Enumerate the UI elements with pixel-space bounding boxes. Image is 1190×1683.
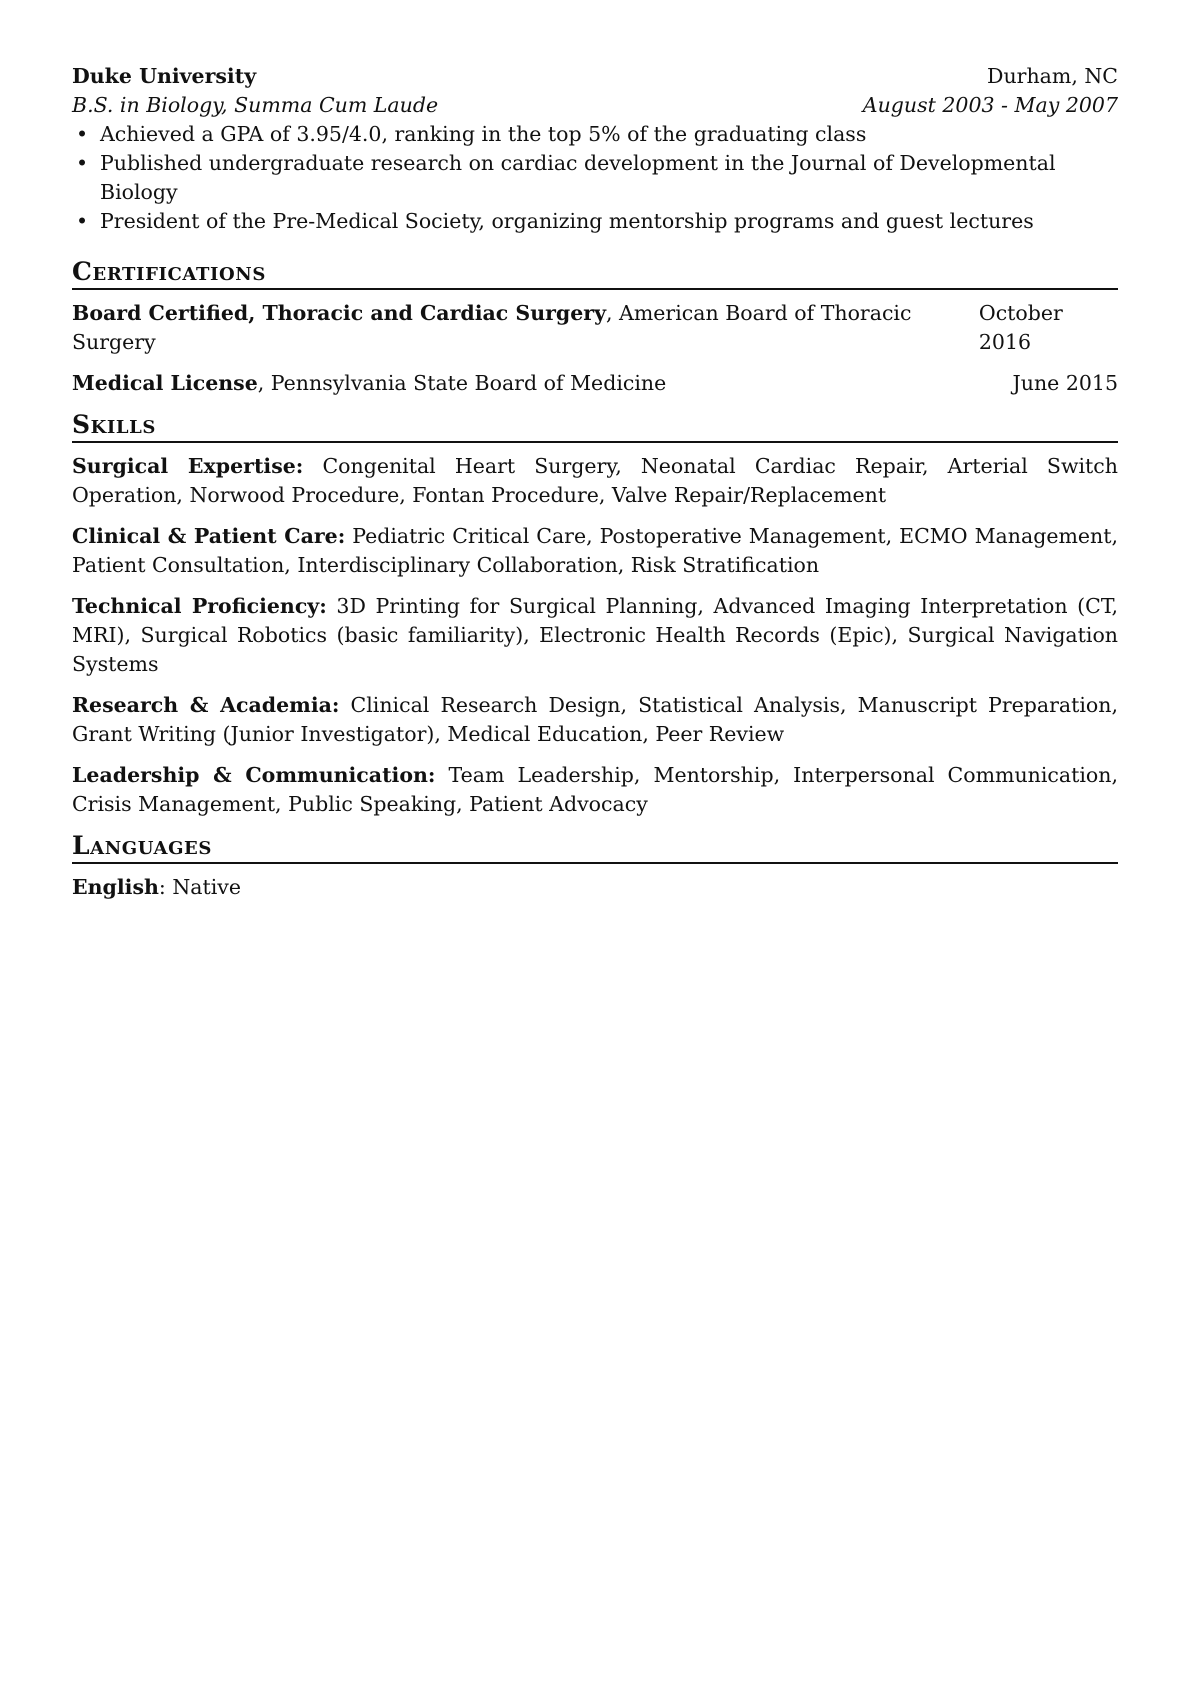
education-degree-row (72, 91, 1118, 120)
skill-text: 3D Printing for Surgical Planning, Advanced Imaging Interpretation (CT, MRI), Surgical Robotics (basic familiarity), Electronic Health Records (Epic), Surgical Navigation Systems (72, 594, 1119, 676)
bullet-item: • President of the Pre-Medical Society, organizing mentorship programs and guest lectures (72, 207, 1118, 236)
certification-name: Board Certified, Thoracic and Cardiac Surgery (72, 301, 607, 325)
certifications-section (72, 257, 1118, 398)
skill-item (72, 452, 1118, 510)
school-location: Durham, NC (987, 64, 1118, 88)
bullet-item: • Published undergraduate research on cardiac development in the Journal of Developmental Biology (72, 149, 1118, 207)
skill-label: Leadership & Communication: (72, 763, 436, 787)
skill-text: Clinical Research Design, Statistical Analysis, Manuscript Preparation, Grant Writing (Junior Investigator), Medical Education, Peer Review (72, 693, 1118, 746)
certification-issuer: , Pennsylvania State Board of Medicine (257, 371, 667, 395)
languages-section (72, 831, 1118, 902)
skill-label: Surgical Expertise: (72, 454, 304, 478)
skill-text: Team Leadership, Mentorship, Interpersonal Communication, Crisis Management, Public Speaking, Patient Advocacy (72, 763, 1118, 816)
education-dates: August 2003 - May 2007 (862, 93, 1118, 117)
education-bullets (72, 120, 1118, 236)
school-name: Duke University (72, 64, 257, 88)
bullet-item: • Achieved a GPA of 3.95/4.0, ranking in the top 5% of the graduating class (72, 120, 1118, 149)
degree: B.S. in Biology, Summa Cum Laude (72, 93, 439, 117)
skill-item (72, 761, 1118, 819)
education-entry (72, 62, 1118, 236)
certification-text (72, 369, 666, 398)
section-title-languages: Languages (72, 831, 1118, 864)
certification-issuer: , American Board of Thoracic Surgery (72, 301, 912, 354)
resume-page (72, 62, 1118, 902)
section-title-skills: Skills (72, 410, 1118, 443)
certification-text (72, 299, 979, 357)
skill-item (72, 691, 1118, 749)
language-level: : Native (158, 875, 241, 899)
education-header-row (72, 62, 1118, 91)
certification-name: Medical License (72, 371, 258, 395)
skill-item (72, 592, 1118, 679)
skill-label: Clinical & Patient Care: (72, 524, 346, 548)
skill-label: Technical Proficiency: (72, 594, 327, 618)
certification-item (72, 369, 1118, 398)
language-name: English (72, 875, 159, 899)
skills-section (72, 410, 1118, 819)
language-item (72, 873, 1118, 902)
certification-date: October 2016 (978, 301, 1063, 354)
skill-label: Research & Academia: (72, 693, 340, 717)
skill-text: Pediatric Critical Care, Postoperative Management, ECMO Management, Patient Consultation, Interdisciplinary Collaboration, Risk Stratification (72, 524, 1118, 577)
section-title-certifications: Certifications (72, 257, 1118, 290)
skill-text: Congenital Heart Surgery, Neonatal Cardiac Repair, Arterial Switch Operation, Norwood Procedure, Fontan Procedure, Valve Repair/Replacement (72, 454, 1118, 507)
skill-item (72, 522, 1118, 580)
certification-item (72, 299, 1118, 357)
certification-date: June 2015 (1012, 371, 1118, 395)
